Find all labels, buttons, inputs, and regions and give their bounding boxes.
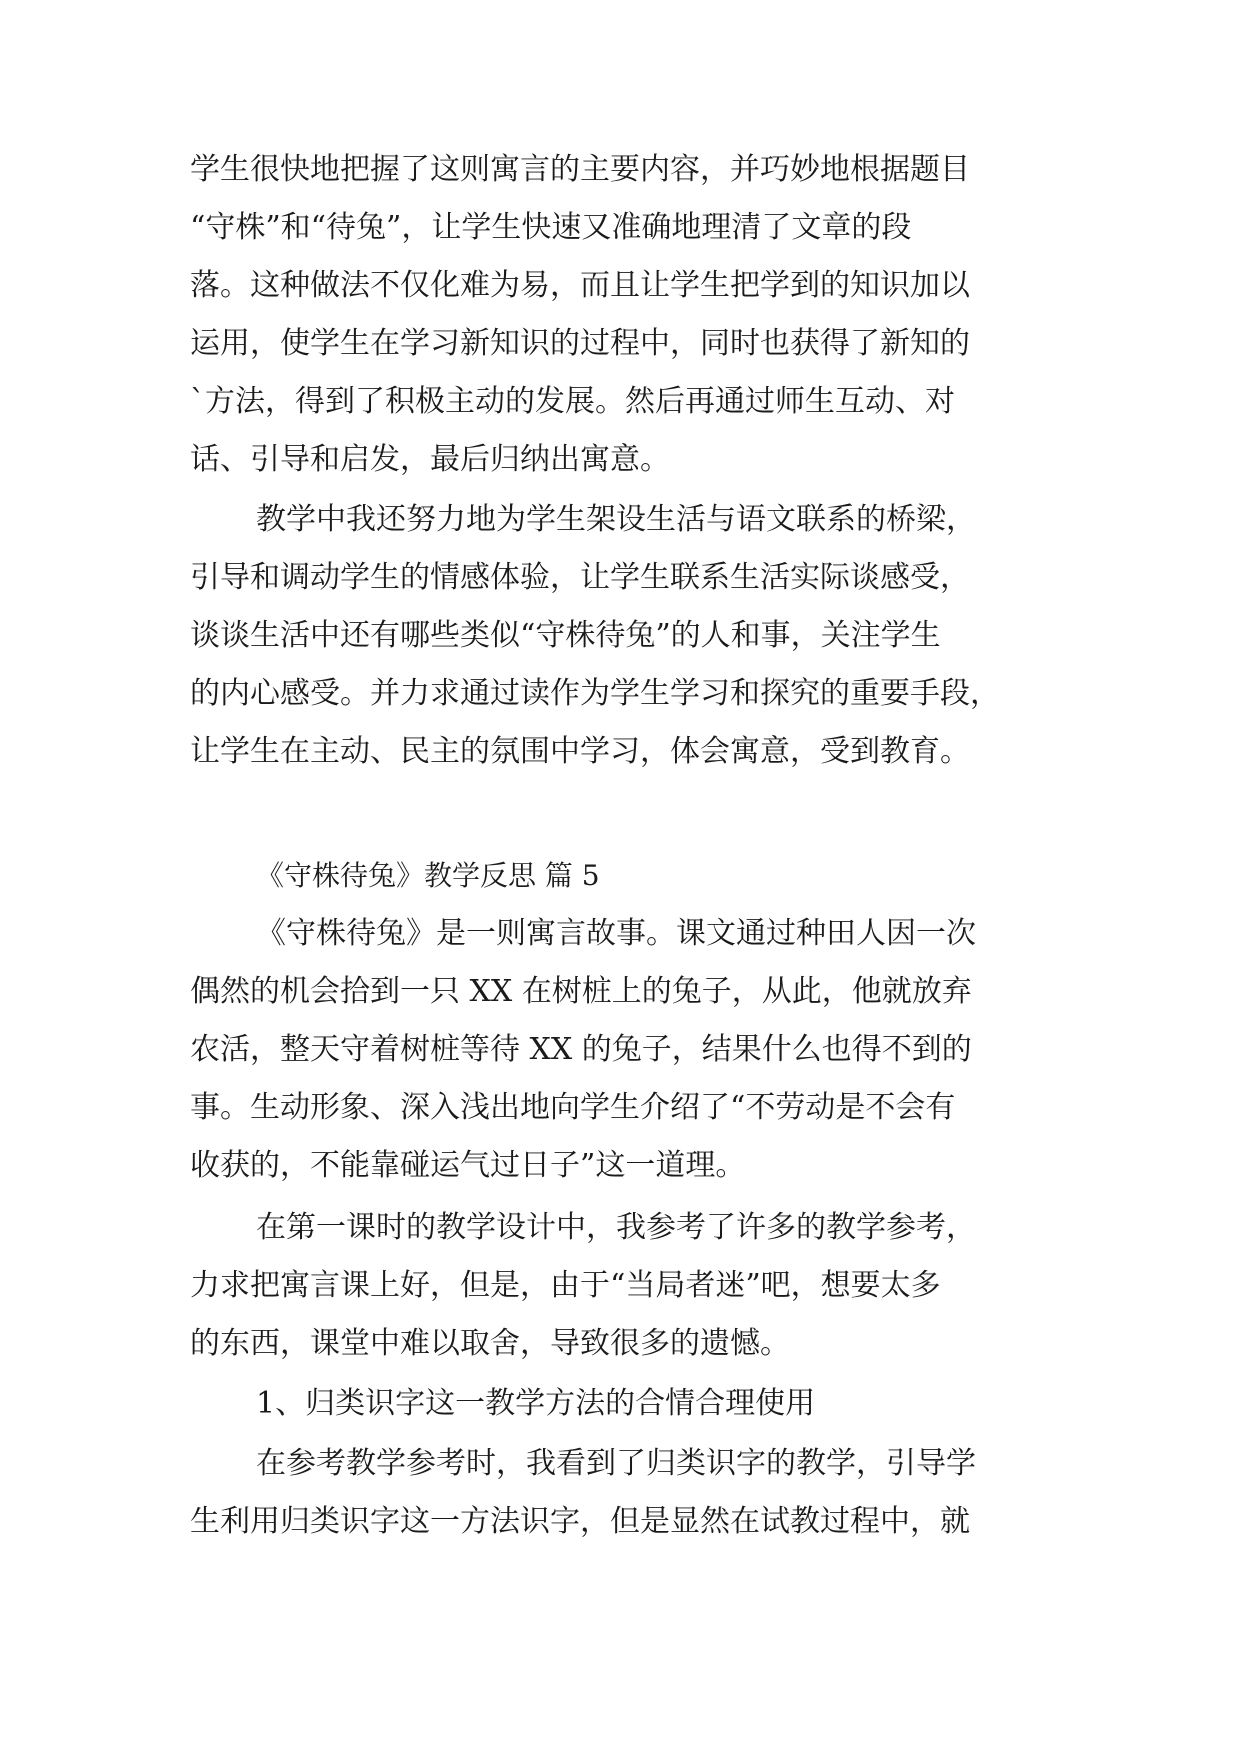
text-line: 农活，整天守着树桩等待 XX 的兔子，结果什么也得不到的 — [190, 1032, 972, 1067]
text-line: 谈谈生活中还有哪些类似“守株待兔”的人和事，关注学生 — [190, 618, 941, 653]
text-line: 运用，使学生在学习新知识的过程中，同时也获得了新知的 — [190, 326, 970, 361]
text-line: `方法，得到了积极主动的发展。然后再通过师生互动、对 — [190, 384, 955, 419]
text-line: 学生很快地把握了这则寓言的主要内容，并巧妙地根据题目 — [190, 152, 970, 187]
text-line: 力求把寓言课上好，但是，由于“当局者迷”吧，想要太多 — [190, 1268, 941, 1303]
text-line: 让学生在主动、民主的氛围中学习，体会寓意，受到教育。 — [190, 734, 970, 769]
text-line: 收获的，不能靠碰运气过日子”这一道理。 — [190, 1148, 746, 1183]
text-line: 教学中我还努力地为学生架设生活与语文联系的桥梁， — [256, 502, 976, 537]
text-line: 《守株待兔》是一则寓言故事。课文通过种田人因一次 — [256, 916, 976, 951]
text-line: 落。这种做法不仅化难为易，而且让学生把学到的知识加以 — [190, 268, 970, 303]
section-heading: 《守株待兔》教学反思 篇 5 — [256, 859, 600, 892]
text-line: 的内心感受。并力求通过读作为学生学习和探究的重要手段， — [190, 676, 1000, 711]
text-line: 的东西，课堂中难以取舍，导致很多的遗憾。 — [190, 1326, 790, 1361]
text-line: 话、引导和启发，最后归纳出寓意。 — [190, 442, 670, 477]
text-line: “守株”和“待兔”，让学生快速又准确地理清了文章的段 — [190, 210, 912, 245]
text-line: 在参考教学参考时，我看到了归类识字的教学，引导学 — [256, 1446, 976, 1481]
text-line: 引导和调动学生的情感体验，让学生联系生活实际谈感受， — [190, 560, 970, 595]
text-line: 事。生动形象、深入浅出地向学生介绍了“不劳动是不会有 — [190, 1090, 956, 1125]
text-line: 生利用归类识字这一方法识字，但是显然在试教过程中，就 — [190, 1504, 970, 1539]
text-line: 偶然的机会拾到一只 XX 在树桩上的兔子，从此，他就放弃 — [190, 974, 972, 1009]
text-line: 在第一课时的教学设计中，我参考了许多的教学参考， — [256, 1210, 976, 1245]
list-item: 1、归类识字这一教学方法的合情合理使用 — [256, 1386, 816, 1421]
